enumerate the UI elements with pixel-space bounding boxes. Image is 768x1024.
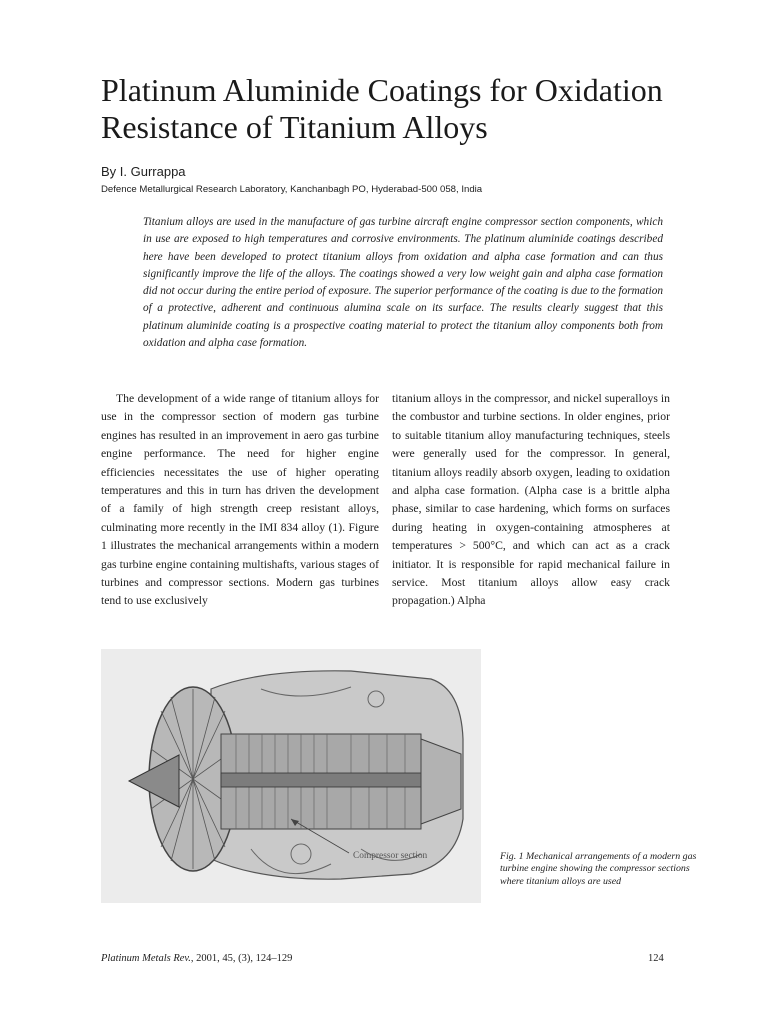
figure-caption: Fig. 1 Mechanical arrangements of a modern gas turbine engine showing the compressor sections where titanium alloys are used	[500, 851, 697, 887]
journal-name: Platinum Metals Rev.	[101, 953, 191, 964]
abstract: Titanium alloys are used in the manufacture of gas turbine aircraft engine compressor section components, which in use are exposed to high temperatures and corrosive environments. The platinum aluminide coatings described here have been developed to protect titanium alloys from oxidation and alpha case formation and can thus significantly improve the life of the alloys. The coatings showed a very low weight gain and alpha case formation did not occur during the entire period of exposure. The superior performance of the coating is due to the formation of a protective, adherent and continuous alumina scale on its surface. The results clearly suggest that this platinum aluminide coating is a prospective coating material to protect the titanium alloy components both from oxidation and alpha case formation.	[143, 216, 664, 350]
footer-citation	[101, 953, 292, 964]
engine-figure	[101, 649, 481, 903]
engine-cutaway-illustration	[101, 649, 481, 903]
body-column-right: titanium alloys in the compressor, and nickel superalloys in the combustor and turbine sections. In older engines, prior to suitable titanium alloy manufacturing techniques, steels were generally used for the compressor. In general, titanium alloys readily absorb oxygen, leading to oxidation and alpha case formation. (Alpha case is a brittle alpha phase, similar to case hardening, which forms on surfaces during heating in oxygen-containing atmospheres at temperatures > 500°C, and which can act as a crack initiator. It is responsible for rapid mechanical failure in service. Most titanium alloys allow easy crack propagation.) Alpha	[392, 392, 670, 608]
body-column-left: The development of a wide range of titanium alloys for use in the compressor section of modern gas turbine engines has resulted in an improvement in aero gas turbine engine performance. The need for higher engine efficiencies necessitates the use of higher operating temperatures and this in turn has driven the development of a family of high strength creep resistant alloys, culminating more recently in the IMI 834 alloy (1). Figure 1 illustrates the mechanical arrangements within a modern gas turbine engine containing multishafts, various stages of turbines and compressor sections. Modern gas turbines tend to use exclusively	[101, 392, 379, 608]
article-title: Platinum Aluminide Coatings for Oxidation Resistance of Titanium Alloys	[101, 72, 663, 145]
figure-label: Compressor section	[353, 851, 428, 861]
page-number: 124	[648, 953, 664, 964]
author-affiliation: Defence Metallurgical Research Laboratory, Kanchanbagh PO, Hyderabad-500 058, India	[101, 184, 483, 195]
author-line: By I. Gurrappa	[101, 164, 186, 179]
citation-details: , 2001, 45, (3), 124–129	[190, 953, 293, 964]
